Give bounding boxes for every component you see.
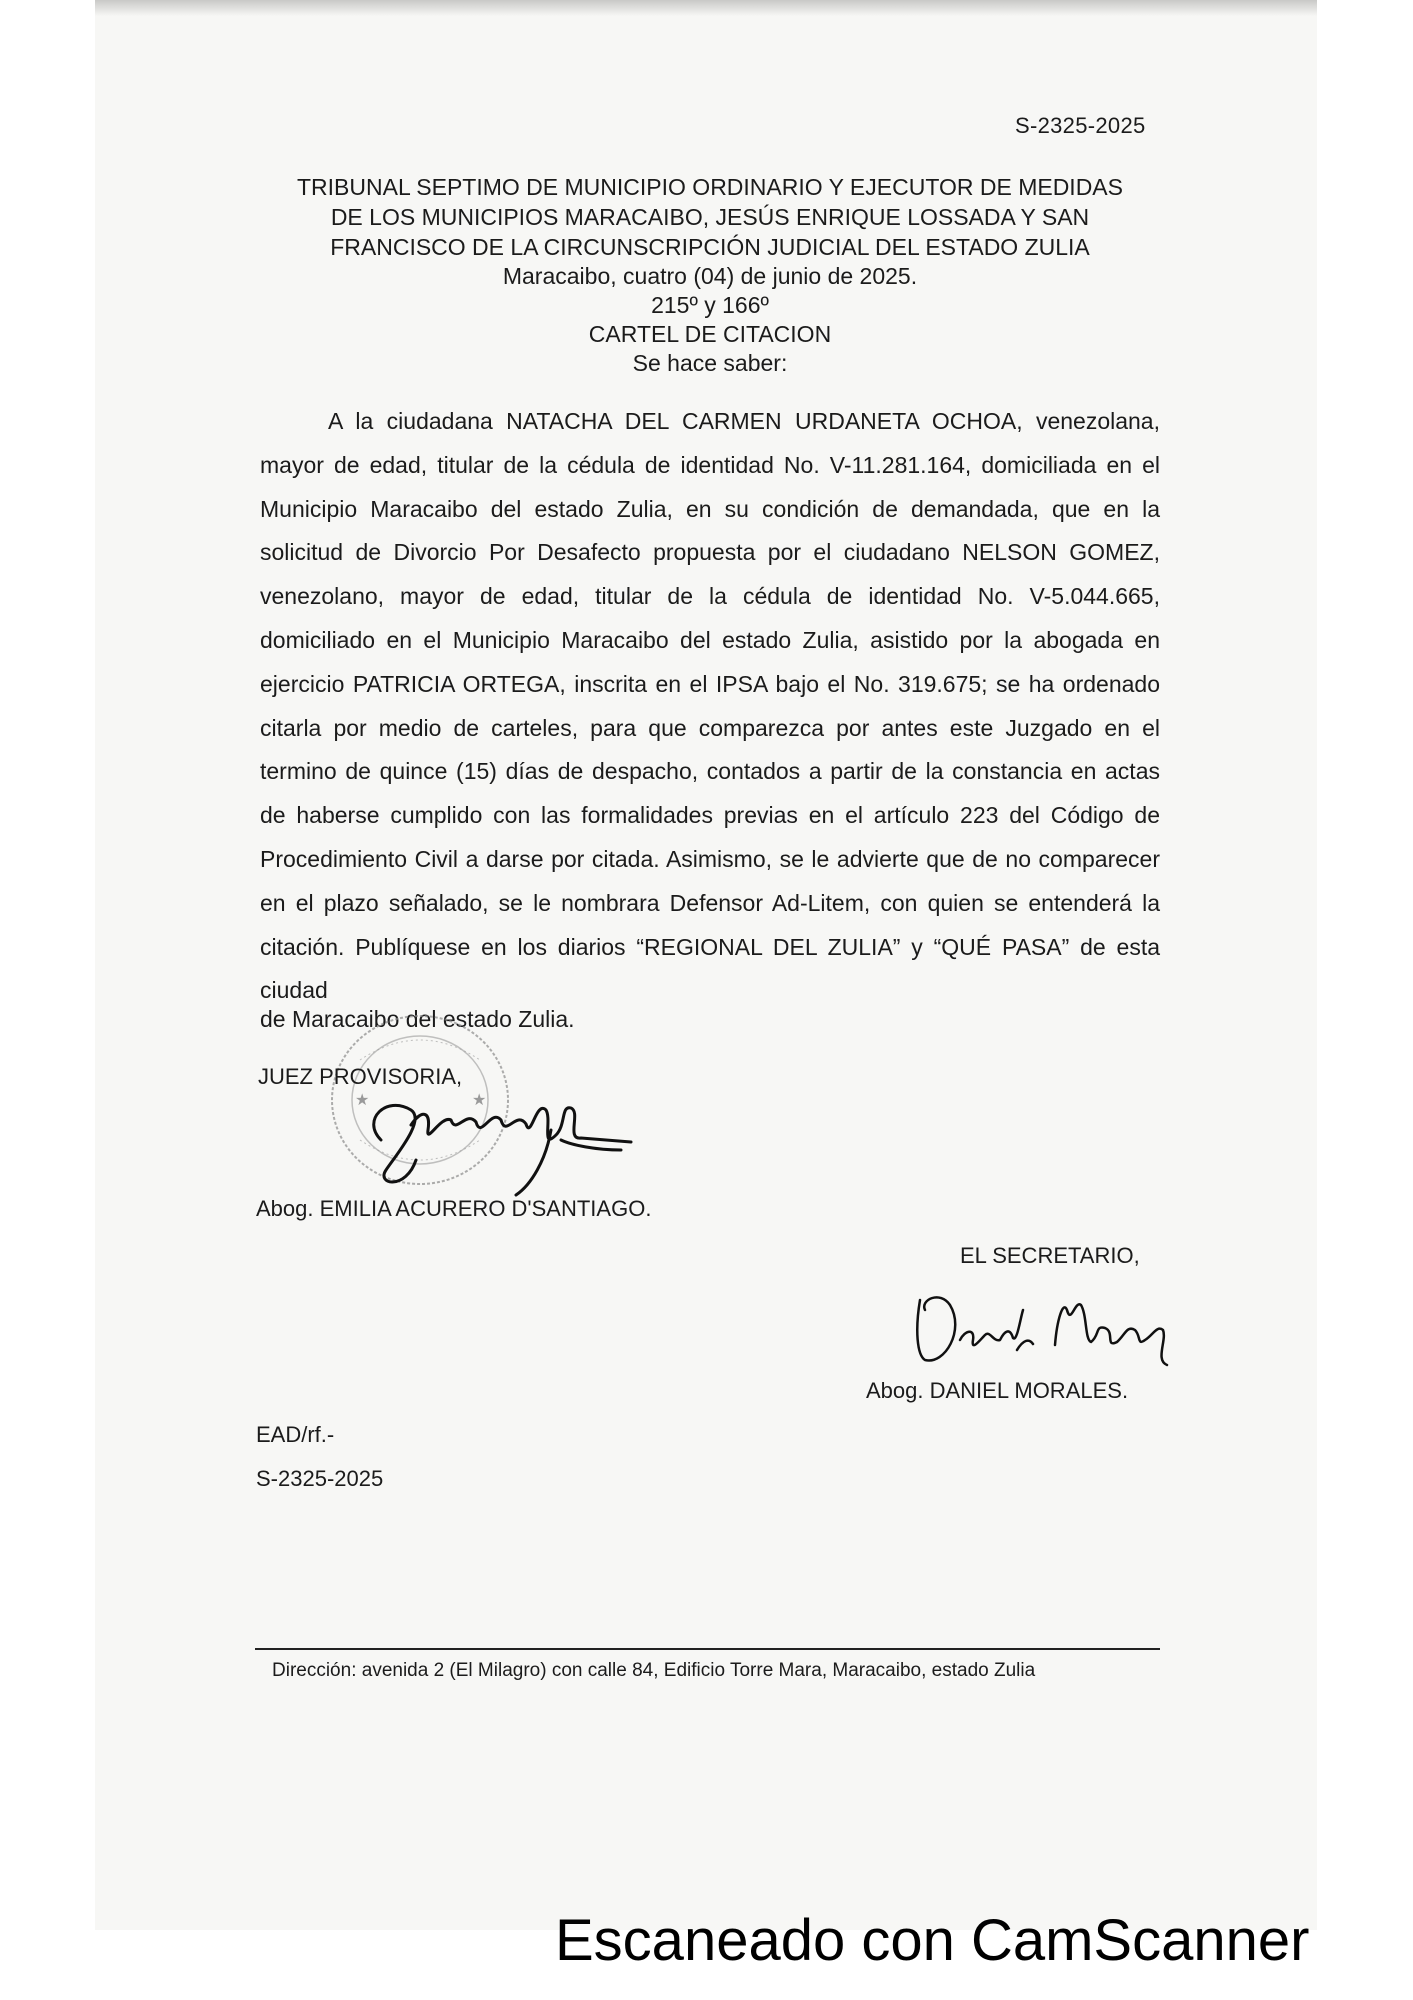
scanner-watermark: Escaneado con CamScanner [555, 1908, 1310, 1973]
scan-edge-shadow [95, 0, 1317, 16]
secretary-signature-icon [905, 1280, 1185, 1370]
document-header [240, 172, 1180, 378]
judge-signature-icon [356, 1080, 636, 1200]
court-name-line-2: DE LOS MUNICIPIOS MARACAIBO, JESÚS ENRIQUE LOSSADA Y SAN [330, 204, 1090, 230]
court-name-line-3: FRANCISCO DE LA CIRCUNSCRIPCIÓN JUDICIAL DEL ESTADO ZULIA [330, 234, 1090, 260]
document-title: CARTEL DE CITACION [588, 321, 832, 347]
svg-text:★: ★ [472, 1090, 487, 1109]
judge-label: JUEZ PROVISORIA, [258, 1064, 463, 1089]
document-subtitle: Se hace saber: [632, 350, 788, 376]
document-number-top: S-2325-2025 [1015, 113, 1146, 138]
court-name-line-1: TRIBUNAL SEPTIMO DE MUNICIPIO ORDINARIO Y EJECUTOR DE MEDIDAS [297, 174, 1123, 200]
footer-divider [255, 1648, 1160, 1650]
typist-initials: EAD/rf.- [256, 1422, 335, 1447]
document-date: Maracaibo, cuatro (04) de junio de 2025. [502, 263, 918, 289]
secretary-name: Abog. DANIEL MORALES. [866, 1378, 1129, 1403]
document-years: 215º y 166º [651, 292, 769, 318]
judge-name: Abog. EMILIA ACURERO D'SANTIAGO. [256, 1196, 652, 1221]
footer-address: Dirección: avenida 2 (El Milagro) con calle 84, Edificio Torre Mara, Maracaibo, estado Zulia [272, 1660, 1036, 1681]
document-number-bottom: S-2325-2025 [256, 1466, 384, 1491]
citation-body: A la ciudadana NATACHA DEL CARMEN URDANETA OCHOA, venezolana, mayor de edad, titular de la cédula de identidad No. V-11.281.164, domiciliada en el Municipio Maracaibo del estado Zulia, en su condición de demandada, que en la solicitud de Divorcio Por Desafecto propuesta por el ciudadano NELSON GOMEZ, venezolano, mayor de edad, titular de la cédula de identidad No. V-5.044.665, domiciliado en el Municipio Maracaibo del estado Zulia, asistido por la abogada en ejercicio PATRICIA ORTEGA, inscrita en el IPSA bajo el No. 319.675; se ha ordenado citarla por medio de carteles, para que comparezca por antes este Juzgado en el termino de quince (15) días de despacho, contados a partir de la constancia en actas de haberse cumplido con las formalidades previas en el artículo 223 del Código de Procedimiento Civil a darse por citada. Asimismo, se le advierte que de no comparecer en el plazo señalado, se le nombrara Defensor Ad-Litem, con quien se entenderá la citación. Publíquese en los diarios “REGIONAL DEL ZULIA” y “QUÉ PASA” de esta ciudad [260, 408, 1160, 1004]
secretary-label: EL SECRETARIO, [960, 1243, 1140, 1268]
svg-text:★: ★ [355, 1090, 370, 1109]
citation-closing: de Maracaibo del estado Zulia. [260, 1006, 575, 1032]
